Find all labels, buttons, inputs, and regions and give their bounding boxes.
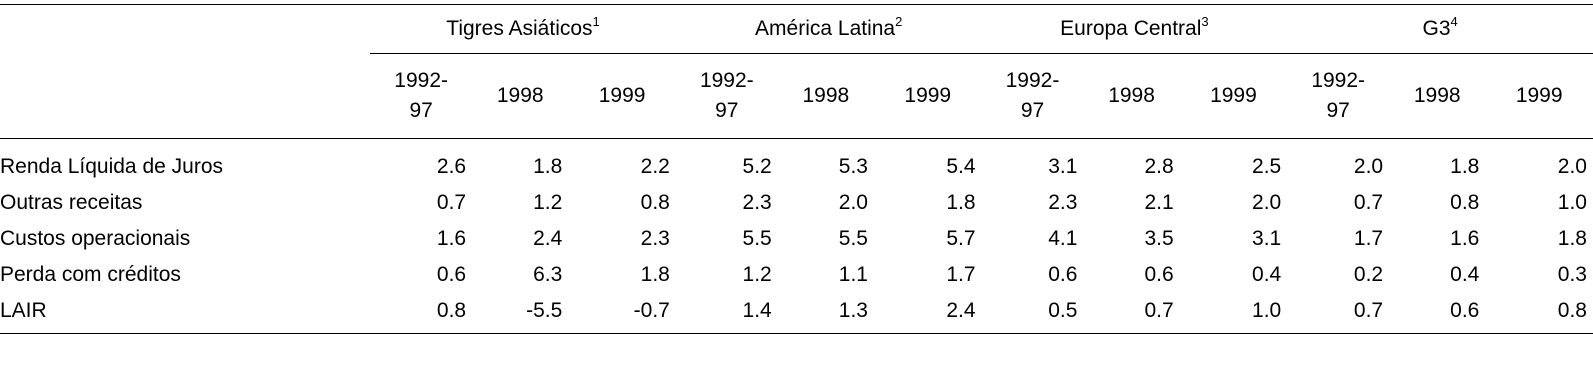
table-cell: 2.4 bbox=[533, 227, 563, 250]
table-cell: 3.1 bbox=[1048, 155, 1078, 178]
group-name: G3 bbox=[1422, 17, 1451, 40]
row-label: Custos operacionais bbox=[0, 227, 191, 250]
table-cell: 0.5 bbox=[982, 293, 1084, 334]
group-name: América Latina bbox=[755, 17, 896, 40]
table-cell: 1.8 bbox=[640, 263, 670, 286]
table-cell: 2.3 bbox=[742, 191, 772, 214]
table-cell: 1.8 bbox=[533, 155, 563, 178]
table-row bbox=[0, 185, 1593, 221]
table-cell: 1.6 bbox=[436, 227, 467, 250]
row-label: Perda com créditos bbox=[0, 263, 181, 286]
table-cell: 0.7 bbox=[1353, 191, 1384, 214]
table-cell: 1.2 bbox=[533, 191, 563, 214]
group-footnote-marker: 3 bbox=[1201, 14, 1209, 29]
group-name: Europa Central bbox=[1060, 17, 1202, 40]
table-cell: 0.6 bbox=[1144, 263, 1174, 286]
group-header bbox=[1287, 5, 1593, 54]
table-cell: 1.1 bbox=[838, 263, 868, 286]
table-cell: 3.5 bbox=[1144, 227, 1174, 250]
year-header: 1999 bbox=[1180, 54, 1288, 139]
table-row bbox=[0, 139, 1593, 186]
table-cell: 2.3 bbox=[1048, 191, 1078, 214]
table-cell: 5.5 bbox=[838, 227, 868, 250]
table-cell: 0.6 bbox=[1048, 263, 1078, 286]
table-cell: 2.0 bbox=[1252, 191, 1282, 214]
table-cell: 5.4 bbox=[946, 155, 976, 178]
table-cell: 0.8 bbox=[640, 191, 670, 214]
group-header bbox=[676, 5, 982, 54]
group-name: Tigres Asiáticos bbox=[446, 17, 593, 40]
table-cell: 2.0 bbox=[1353, 155, 1384, 178]
table-cell: 1.2 bbox=[742, 263, 772, 286]
table-cell: 1.8 bbox=[946, 191, 976, 214]
table-cell: 0.7 bbox=[1083, 293, 1179, 334]
table-cell: 2.5 bbox=[1252, 155, 1282, 178]
group-footnote-marker: 2 bbox=[895, 14, 903, 29]
table-cell: 0.3 bbox=[1557, 263, 1587, 286]
table-cell: -0.7 bbox=[568, 293, 676, 334]
year-header: 1992- 97 bbox=[676, 54, 778, 139]
table-cell: 1.6 bbox=[1450, 227, 1480, 250]
table-cell: 1.0 bbox=[1557, 191, 1587, 214]
table-cell: 2.3 bbox=[640, 227, 670, 250]
year-header: 1998 bbox=[472, 54, 568, 139]
year-header-row bbox=[0, 54, 1593, 139]
table-cell: 2.0 bbox=[838, 191, 868, 214]
table-cell: 0.8 bbox=[1450, 191, 1480, 214]
header-corner bbox=[0, 54, 370, 139]
year-header: 1999 bbox=[1485, 54, 1593, 139]
table-cell: 2.2 bbox=[640, 155, 670, 178]
table-cell: 0.7 bbox=[1287, 293, 1389, 334]
year-header: 1992- 97 bbox=[370, 54, 472, 139]
header-corner bbox=[0, 5, 370, 54]
bank-performance-table bbox=[0, 4, 1593, 334]
table-cell: 1.4 bbox=[676, 293, 778, 334]
table-cell: 0.6 bbox=[436, 263, 467, 286]
row-label: Renda Líquida de Juros bbox=[0, 155, 223, 178]
year-header: 1998 bbox=[1389, 54, 1485, 139]
table-cell: 1.3 bbox=[778, 293, 874, 334]
table-cell: 3.1 bbox=[1252, 227, 1282, 250]
table-cell: 0.2 bbox=[1353, 263, 1384, 286]
table-cell: 4.1 bbox=[1048, 227, 1078, 250]
table-cell: 1.8 bbox=[1450, 155, 1480, 178]
table-cell: 5.5 bbox=[742, 227, 772, 250]
table-cell: 0.4 bbox=[1450, 263, 1480, 286]
table-cell: 2.4 bbox=[874, 293, 982, 334]
table-cell: 1.0 bbox=[1180, 293, 1288, 334]
table-cell: 1.7 bbox=[1353, 227, 1384, 250]
year-header: 1998 bbox=[778, 54, 874, 139]
table-cell: 5.7 bbox=[946, 227, 976, 250]
year-header: 1998 bbox=[1083, 54, 1179, 139]
group-header bbox=[982, 5, 1288, 54]
table-cell: 2.0 bbox=[1557, 155, 1587, 178]
table-row bbox=[0, 293, 1593, 334]
table-cell: 2.6 bbox=[436, 155, 467, 178]
row-label: LAIR bbox=[0, 293, 370, 334]
table-cell: 5.3 bbox=[838, 155, 868, 178]
table-cell: 1.7 bbox=[946, 263, 976, 286]
table-cell: 5.2 bbox=[742, 155, 772, 178]
group-header-row bbox=[0, 5, 1593, 54]
table-cell: 2.1 bbox=[1144, 191, 1174, 214]
table-cell: 0.7 bbox=[436, 191, 467, 214]
table-cell: 0.4 bbox=[1252, 263, 1282, 286]
table-row bbox=[0, 221, 1593, 257]
year-header: 1992- 97 bbox=[1287, 54, 1389, 139]
year-header: 1999 bbox=[874, 54, 982, 139]
group-header bbox=[370, 5, 676, 54]
table-row bbox=[0, 257, 1593, 293]
table-cell: 0.6 bbox=[1389, 293, 1485, 334]
table-body bbox=[0, 139, 1593, 334]
group-footnote-marker: 1 bbox=[592, 14, 600, 29]
row-label: Outras receitas bbox=[0, 191, 143, 214]
year-header: 1992- 97 bbox=[982, 54, 1084, 139]
table-cell: 2.8 bbox=[1144, 155, 1174, 178]
year-header: 1999 bbox=[568, 54, 676, 139]
table-cell: 1.8 bbox=[1557, 227, 1587, 250]
table-cell: 0.8 bbox=[1485, 293, 1593, 334]
group-footnote-marker: 4 bbox=[1450, 14, 1458, 29]
table-cell: 0.8 bbox=[370, 293, 472, 334]
table-cell: -5.5 bbox=[472, 293, 568, 334]
table-cell: 6.3 bbox=[533, 263, 563, 286]
